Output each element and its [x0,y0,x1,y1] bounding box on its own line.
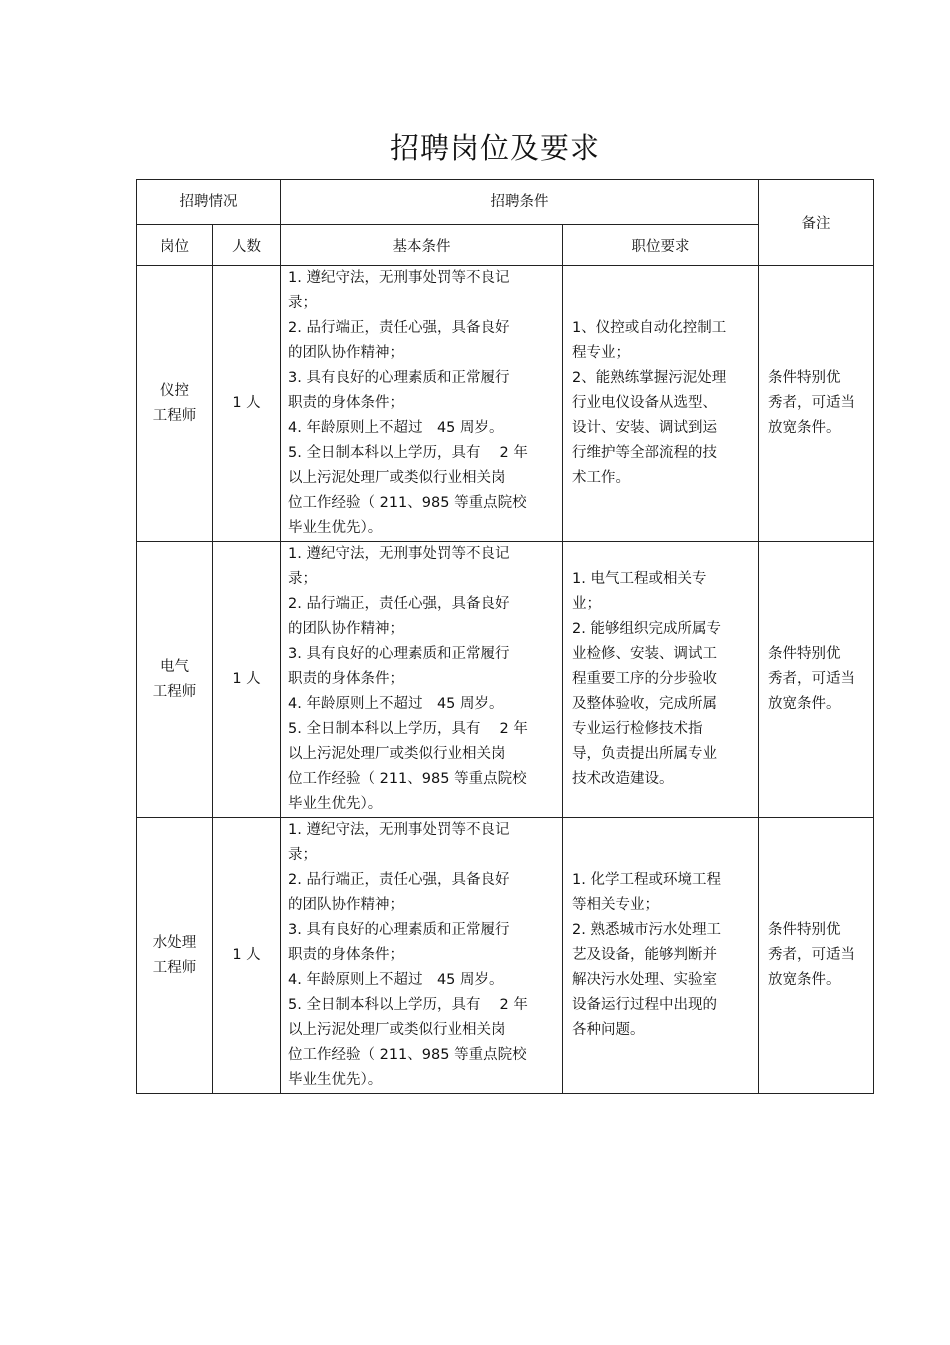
basic-condition-line: 4. 年龄原则上不超过 45 周岁。 [288,696,504,712]
job-requirements-cell [563,266,759,542]
header-remarks: 备注 [759,180,874,266]
header-recruit-conditions: 招聘条件 [281,180,759,225]
remarks-cell [759,266,874,542]
basic-condition-line: 职责的身体条件； [288,947,404,963]
basic-condition-line: 位工作经验（ 211、985 等重点院校 [288,1047,527,1063]
job-requirement-line: 解决污水处理、实验室 [572,972,717,988]
basic-condition-line: 的团队协作精神； [288,621,404,637]
basic-condition-line: 3. 具有良好的心理素质和正常履行 [288,922,510,938]
basic-condition-line: 4. 年龄原则上不超过 45 周岁。 [288,420,504,436]
basic-condition-line: 毕业生优先）。 [288,1072,383,1088]
count-cell: 1 人 [213,542,281,818]
remarks-cell [759,818,874,1094]
recruitment-table [136,179,874,1094]
count-cell: 1 人 [213,818,281,1094]
basic-condition-line: 以上污泥处理厂或类似行业相关岗 [288,746,506,762]
job-requirement-line: 设备运行过程中出现的 [572,997,717,1013]
basic-conditions-cell [281,818,563,1094]
job-requirement-line: 行业电仪设备从选型、 [572,395,717,411]
job-requirement-line: 2、能熟练掌握污泥处理 [572,370,727,386]
header-recruit-info: 招聘情况 [137,180,281,225]
basic-conditions-cell [281,542,563,818]
basic-condition-line: 的团队协作精神； [288,345,404,361]
position-name-line: 工程师 [152,683,197,700]
job-requirement-line: 艺及设备，能够判断并 [572,947,717,963]
header-count: 人数 [213,225,281,266]
basic-condition-line: 职责的身体条件； [288,395,404,411]
basic-condition-line: 位工作经验（ 211、985 等重点院校 [288,495,527,511]
remark-line: 条件特别优 [768,922,841,938]
basic-condition-line: 1. 遵纪守法，无刑事处罚等不良记 [288,546,510,562]
basic-condition-line: 以上污泥处理厂或类似行业相关岗 [288,470,506,486]
position-name-line: 水处理 [152,934,197,951]
header-basic-conditions: 基本条件 [281,225,563,266]
header-position: 岗位 [137,225,213,266]
job-requirement-line: 2. 能够组织完成所属专 [572,621,721,637]
basic-condition-line: 5. 全日制本科以上学历，具有 2 年 [288,445,528,461]
basic-condition-line: 1. 遵纪守法，无刑事处罚等不良记 [288,270,510,286]
job-requirement-line: 业检修、安装、调试工 [572,646,717,662]
position-name-line: 仪控 [160,382,189,399]
basic-condition-line: 位工作经验（ 211、985 等重点院校 [288,771,527,787]
job-requirement-line: 各种问题。 [572,1022,645,1038]
position-name-line: 工程师 [152,407,197,424]
job-requirement-line: 专业运行检修技术指 [572,721,703,737]
position-cell [137,542,213,818]
page-title: 招聘岗位及要求 [389,131,600,165]
header-job-requirements: 职位要求 [563,225,759,266]
table-row [137,542,874,818]
table-row [137,266,874,542]
basic-condition-line: 1. 遵纪守法，无刑事处罚等不良记 [288,822,510,838]
position-name-line: 工程师 [152,959,197,976]
job-requirements-cell [563,542,759,818]
basic-condition-line: 3. 具有良好的心理素质和正常履行 [288,370,510,386]
job-requirement-line: 1. 化学工程或环境工程 [572,872,721,888]
basic-condition-line: 以上污泥处理厂或类似行业相关岗 [288,1022,506,1038]
job-requirement-line: 程重要工序的分步验收 [572,671,717,687]
job-requirement-line: 1. 电气工程或相关专 [572,571,707,587]
basic-condition-line: 毕业生优先）。 [288,796,383,812]
position-cell [137,266,213,542]
position-cell [137,818,213,1094]
basic-conditions-cell [281,266,563,542]
basic-condition-line: 3. 具有良好的心理素质和正常履行 [288,646,510,662]
basic-condition-line: 2. 品行端正，责任心强，具备良好 [288,596,510,612]
remark-line: 放宽条件。 [768,972,841,988]
basic-condition-line: 2. 品行端正，责任心强，具备良好 [288,872,510,888]
basic-condition-line: 的团队协作精神； [288,897,404,913]
remark-line: 放宽条件。 [768,420,841,436]
job-requirement-line: 1、仪控或自动化控制工 [572,320,727,336]
job-requirement-line: 2. 熟悉城市污水处理工 [572,922,721,938]
job-requirements-cell [563,818,759,1094]
job-requirement-line: 技术改造建设。 [572,771,674,787]
remark-line: 秀者，可适当 [768,947,855,963]
remark-line: 秀者，可适当 [768,395,855,411]
job-requirement-line: 程专业； [572,345,630,361]
job-requirement-line: 及整体验收，完成所属 [572,696,717,712]
basic-condition-line: 录； [288,571,317,587]
remark-line: 条件特别优 [768,370,841,386]
job-requirement-line: 设计、安装、调试到运 [572,420,717,436]
job-requirement-line: 业； [572,596,601,612]
job-requirement-line: 术工作。 [572,470,630,486]
basic-condition-line: 5. 全日制本科以上学历，具有 2 年 [288,721,528,737]
basic-condition-line: 录； [288,295,317,311]
count-cell: 1 人 [213,266,281,542]
job-requirement-line: 行维护等全部流程的技 [572,445,717,461]
table-row [137,818,874,1094]
basic-condition-line: 2. 品行端正，责任心强，具备良好 [288,320,510,336]
remarks-cell [759,542,874,818]
position-name-line: 电气 [160,658,189,675]
remark-line: 条件特别优 [768,646,841,662]
basic-condition-line: 5. 全日制本科以上学历，具有 2 年 [288,997,528,1013]
remark-line: 秀者，可适当 [768,671,855,687]
remark-line: 放宽条件。 [768,696,841,712]
basic-condition-line: 录； [288,847,317,863]
job-requirement-line: 等相关专业； [572,897,659,913]
basic-condition-line: 4. 年龄原则上不超过 45 周岁。 [288,972,504,988]
basic-condition-line: 毕业生优先）。 [288,520,383,536]
basic-condition-line: 职责的身体条件； [288,671,404,687]
job-requirement-line: 导，负责提出所属专业 [572,746,717,762]
